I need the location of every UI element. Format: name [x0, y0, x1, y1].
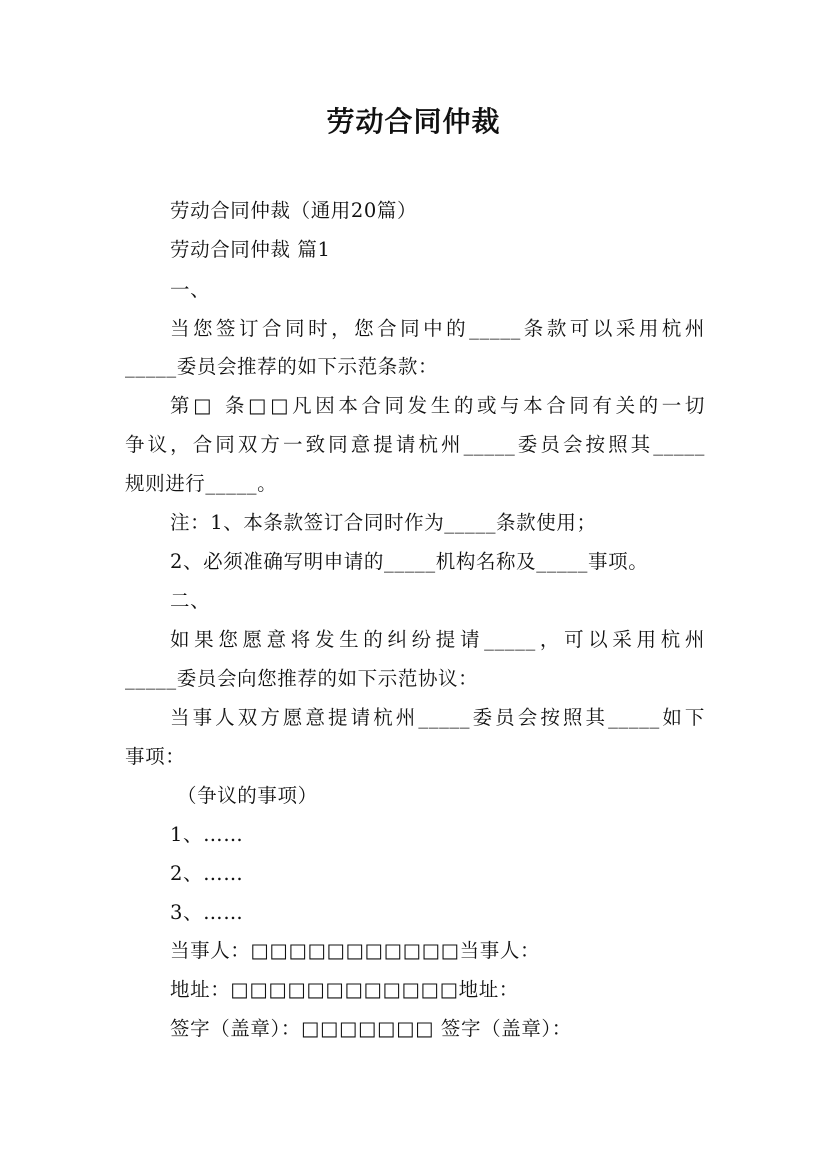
- paragraph-line: 2、必须准确写明申请的_____机构名称及_____事项。: [170, 550, 649, 573]
- list-item: 3、……: [170, 901, 244, 924]
- paragraph-line: _____委员会推荐的如下示范条款：: [125, 355, 439, 378]
- paragraph-line: 第□ 条□□凡因本合同发生的或与本合同有关的一切: [170, 394, 705, 417]
- paragraph-line: 规则进行_____。: [125, 472, 278, 495]
- list-item: 1、……: [170, 823, 244, 846]
- signature-line: 地址：□□□□□□□□□□□□地址：: [170, 978, 519, 1001]
- paragraph-line: 争议，合同双方一致同意提请杭州_____委员会按照其_____: [125, 433, 705, 456]
- section-heading: 劳动合同仲裁 篇1: [170, 238, 331, 261]
- signature-line: 签字（盖章）：□□□□□□□ 签字（盖章）：: [170, 1017, 572, 1040]
- paragraph-line: 一、: [170, 278, 211, 301]
- paragraph-line: 如果您愿意将发生的纠纷提请_____，可以采用杭州: [170, 628, 705, 651]
- signature-line: 当事人：□□□□□□□□□□□当事人：: [170, 939, 541, 962]
- paragraph-line: 二、: [170, 589, 211, 612]
- paragraph-line: 当事人双方愿意提请杭州_____委员会按照其_____如下: [170, 706, 705, 729]
- paragraph-line: _____委员会向您推荐的如下示范协议：: [125, 667, 479, 690]
- subtitle-line: 劳动合同仲裁（通用20篇）: [170, 199, 418, 222]
- paragraph-line: 当您签订合同时，您合同中的_____条款可以采用杭州: [170, 317, 705, 340]
- paragraph-line: 注：1、本条款签订合同时作为_____条款使用；: [170, 511, 597, 534]
- list-item: 2、……: [170, 862, 244, 885]
- document-title: 劳动合同仲裁: [326, 105, 501, 138]
- paragraph-line: 事项：: [125, 745, 186, 768]
- paragraph-line: （争议的事项）: [177, 784, 318, 807]
